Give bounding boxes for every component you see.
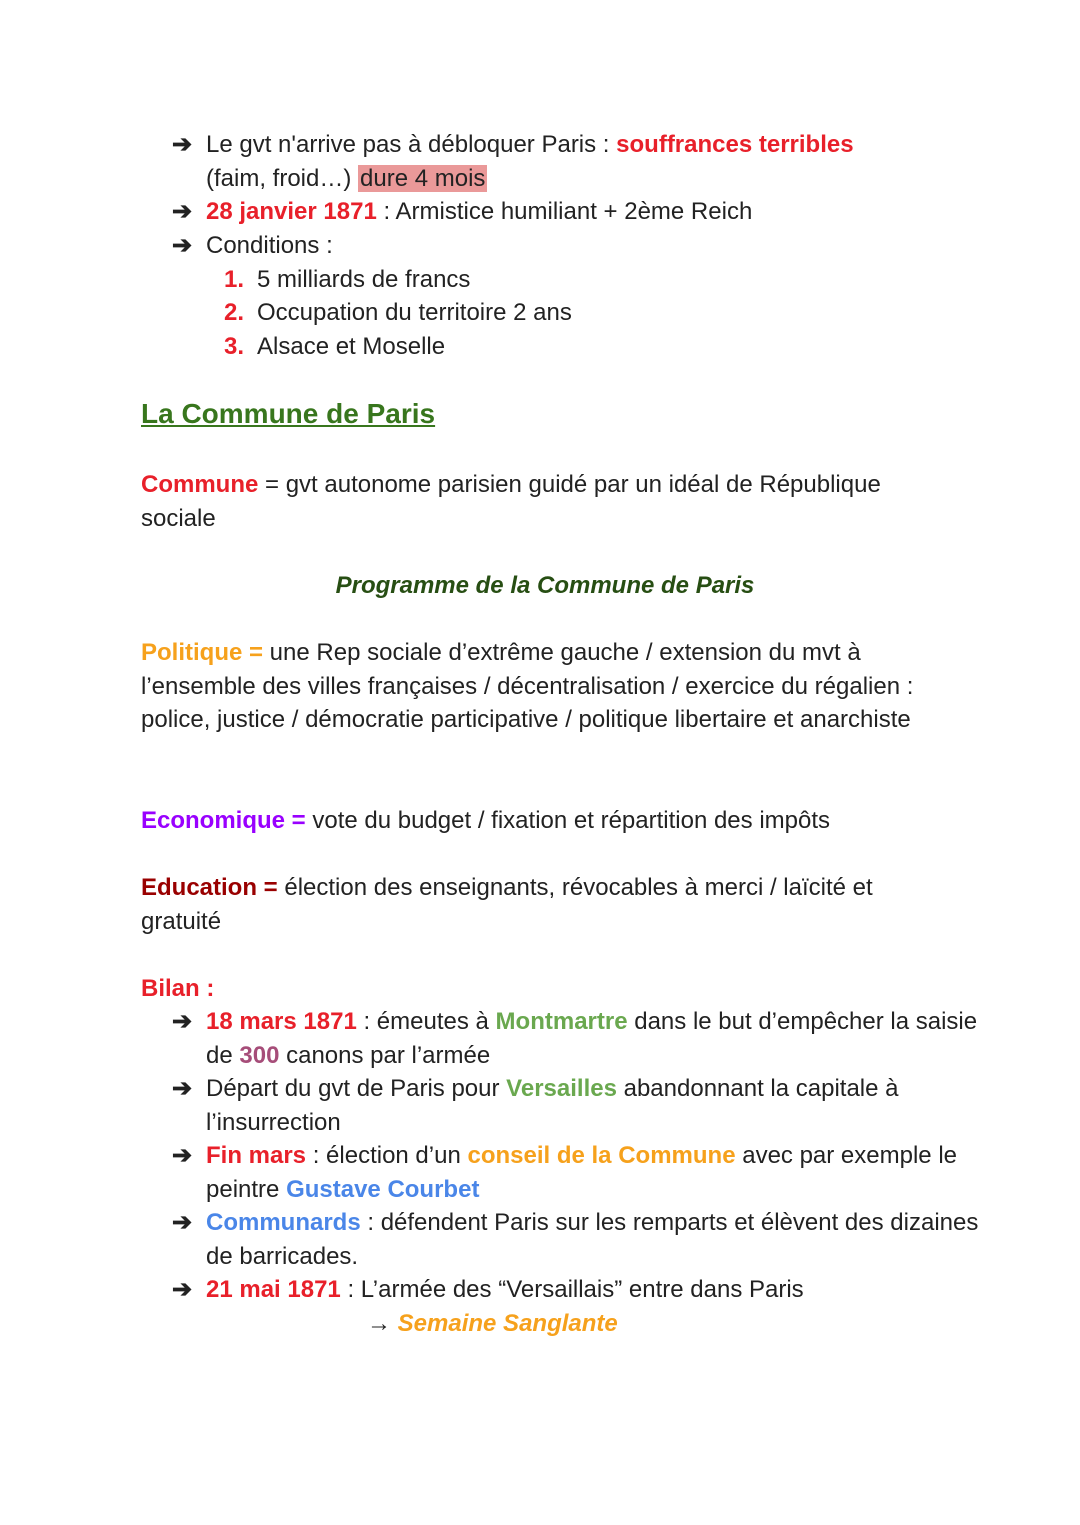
- highlight: dure 4 mois: [360, 164, 486, 192]
- condition-item: 3. Alsace et Moselle: [224, 333, 446, 360]
- politique-paragraph: Politique = une Rep sociale d’extrême gauche / extension du mvt à l’ensemble des villes françaises / décentralisation / exercice du régalien : police, justice / démocratie participative / politique libertaire et anarchiste: [141, 639, 914, 734]
- definition: Commune = gvt autonome parisien guidé par un idéal de République sociale: [141, 471, 881, 532]
- bilan-item: ➔ Communards : défendent Paris sur les remparts et élèvent des dizaines de barricades.: [172, 1206, 986, 1273]
- right-arrow-icon: →: [367, 1310, 391, 1337]
- arrow-icon: ➔: [172, 1008, 193, 1035]
- bullet-armistice: ➔ 28 janvier 1871 : Armistice humiliant + 2ème Reich: [172, 195, 986, 229]
- bilan-item: ➔ 21 mai 1871 : L’armée des “Versaillais” entre dans Paris: [172, 1273, 986, 1307]
- bullet-siege: ➔ Le gvt n'arrive pas à débloquer Paris : souffrances terribles (faim, froid…) dure 4 mois: [172, 128, 986, 195]
- arrow-icon: ➔: [172, 1276, 193, 1303]
- bilan-label: Bilan :: [141, 975, 215, 1002]
- arrow-icon: ➔: [172, 1209, 193, 1236]
- section-heading: La Commune de Paris: [141, 398, 436, 429]
- condition-item: 1. 5 milliards de francs: [224, 266, 471, 293]
- arrow-icon: ➔: [172, 1142, 193, 1169]
- arrow-icon: ➔: [172, 198, 193, 225]
- condition-item: 2. Occupation du territoire 2 ans: [224, 299, 572, 326]
- arrow-icon: ➔: [172, 1075, 193, 1102]
- economique-paragraph: Economique = vote du budget / fixation et répartition des impôts: [141, 807, 831, 834]
- education-paragraph: Education = élection des enseignants, révocables à merci / laïcité et gratuité: [141, 874, 873, 935]
- bullet-conditions: ➔ Conditions :: [172, 229, 986, 263]
- bilan-result: → Semaine Sanglante: [367, 1310, 618, 1337]
- bilan-item: ➔ Fin mars : élection d’un conseil de la Commune avec par exemple le peintre Gustave Courbet: [172, 1139, 986, 1206]
- bilan-item: ➔ Départ du gvt de Paris pour Versailles abandonnant la capitale à l’insurrection: [172, 1072, 986, 1139]
- programme-title: Programme de la Commune de Paris: [335, 572, 755, 599]
- bilan-item: ➔ 18 mars 1871 : émeutes à Montmartre dans le but d’empêcher la saisie de 300 canons par l’armée: [172, 1005, 986, 1072]
- arrow-icon: ➔: [172, 131, 193, 158]
- arrow-icon: ➔: [172, 232, 193, 259]
